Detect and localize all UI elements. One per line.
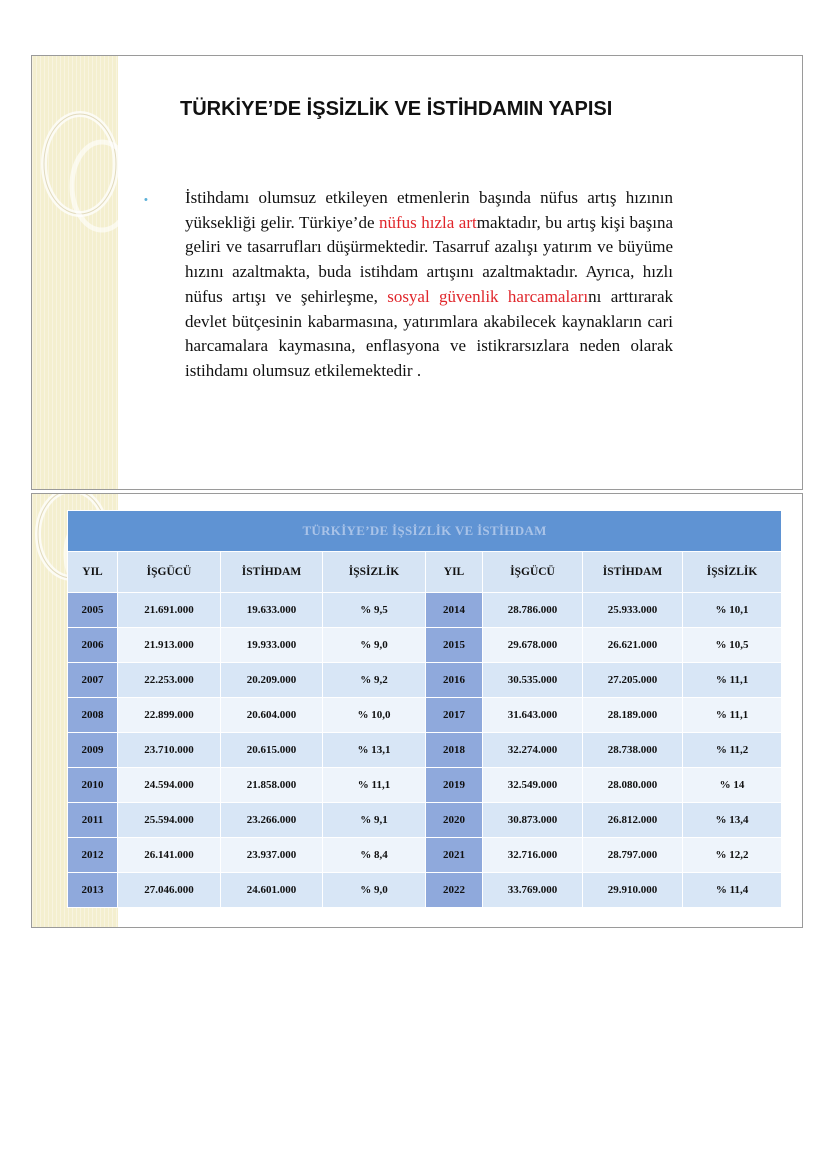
table-cell: 26.621.000	[583, 628, 683, 663]
table-cell: 2012	[68, 838, 118, 873]
decorative-sidebar	[32, 56, 118, 489]
bullet-marker: •	[144, 194, 148, 206]
table-cell: 30.873.000	[483, 803, 583, 838]
table-cell: 28.797.000	[583, 838, 683, 873]
table-cell: 2019	[426, 768, 483, 803]
table-cell: 28.786.000	[483, 593, 583, 628]
highlight-text-1: nüfus hızla art	[379, 212, 477, 232]
table-cell: 31.643.000	[483, 698, 583, 733]
table-body	[68, 593, 782, 908]
table-cell: 2014	[426, 593, 483, 628]
table-cell: 23.937.000	[221, 838, 323, 873]
slide-title: TÜRKİYE’DE İŞSİZLİK VE İSTİHDAMIN YAPISI	[180, 98, 613, 120]
table-cell: 27.205.000	[583, 663, 683, 698]
table-cell: 22.899.000	[118, 698, 221, 733]
table-cell: 25.594.000	[118, 803, 221, 838]
table-cell: 20.615.000	[221, 733, 323, 768]
table-cell: 2009	[68, 733, 118, 768]
table-row	[68, 873, 782, 908]
paragraph-text-1: İstihdamı olumsuz etkileyen etmenlerin başında nüfus artış hızının yüksekliği gelir. Türkiye’de	[185, 188, 673, 232]
table-cell: 2020	[426, 803, 483, 838]
table-cell: 27.046.000	[118, 873, 221, 908]
table-cell: 26.812.000	[583, 803, 683, 838]
table-cell: % 10,5	[683, 628, 782, 663]
table-cell: 2018	[426, 733, 483, 768]
table-row	[68, 838, 782, 873]
table-cell: 30.535.000	[483, 663, 583, 698]
table-cell: 28.189.000	[583, 698, 683, 733]
table-cell: % 13,1	[323, 733, 426, 768]
table-cell: 24.601.000	[221, 873, 323, 908]
table-cell: % 9,2	[323, 663, 426, 698]
rings-decoration-icon	[32, 56, 118, 490]
column-header: YIL	[426, 552, 483, 593]
table-cell: % 12,2	[683, 838, 782, 873]
unemployment-table	[67, 510, 782, 908]
column-header: İSTİHDAM	[583, 552, 683, 593]
table-cell: % 14	[683, 768, 782, 803]
table-row	[68, 628, 782, 663]
table-header-row	[68, 552, 782, 593]
table-cell: % 10,0	[323, 698, 426, 733]
column-header: İŞSİZLİK	[683, 552, 782, 593]
body-paragraph	[185, 186, 673, 384]
table-cell: 2021	[426, 838, 483, 873]
column-header: İŞGÜCÜ	[483, 552, 583, 593]
table-row	[68, 733, 782, 768]
table-cell: 32.274.000	[483, 733, 583, 768]
table-row	[68, 663, 782, 698]
table-cell: 29.678.000	[483, 628, 583, 663]
table-cell: 32.716.000	[483, 838, 583, 873]
table-cell: % 11,2	[683, 733, 782, 768]
paragraph-text-2: maktadır, bu artış kişi başına geliri ve tasarrufları düşürmektedir. Tasarruf azalışı yatırım ve büyüme hızını azaltmakta, buda istihdam artışını azaltmaktadır. Ayrıca, hızlı nüfus artışı ve şehirleşme,	[185, 212, 673, 306]
table-cell: 2017	[426, 698, 483, 733]
table-cell: 24.594.000	[118, 768, 221, 803]
table-cell: 19.933.000	[221, 628, 323, 663]
table-row	[68, 803, 782, 838]
table-cell: 22.253.000	[118, 663, 221, 698]
table-cell: 28.080.000	[583, 768, 683, 803]
slide-table	[31, 493, 803, 928]
table-cell: 33.769.000	[483, 873, 583, 908]
table-cell: 2013	[68, 873, 118, 908]
table-cell: 23.710.000	[118, 733, 221, 768]
column-header: İŞGÜCÜ	[118, 552, 221, 593]
table-cell: % 9,5	[323, 593, 426, 628]
table-cell: 29.910.000	[583, 873, 683, 908]
table-cell: 20.209.000	[221, 663, 323, 698]
table-cell: 2005	[68, 593, 118, 628]
table-cell: % 11,1	[683, 663, 782, 698]
column-header: İŞSİZLİK	[323, 552, 426, 593]
table-cell: 2016	[426, 663, 483, 698]
table-cell: % 9,1	[323, 803, 426, 838]
table-row	[68, 768, 782, 803]
column-header: YIL	[68, 552, 118, 593]
table-cell: 2011	[68, 803, 118, 838]
table-caption: TÜRKİYE’DE İŞSİZLİK VE İSTİHDAM	[68, 511, 782, 552]
table-cell: 21.913.000	[118, 628, 221, 663]
table-cell: 21.858.000	[221, 768, 323, 803]
table-row	[68, 593, 782, 628]
table-cell: % 9,0	[323, 873, 426, 908]
table-cell: % 11,1	[683, 698, 782, 733]
table-row	[68, 698, 782, 733]
table-cell: % 11,4	[683, 873, 782, 908]
table-cell: 23.266.000	[221, 803, 323, 838]
table-cell: 26.141.000	[118, 838, 221, 873]
table-cell: 2008	[68, 698, 118, 733]
table-cell: 2022	[426, 873, 483, 908]
column-header: İSTİHDAM	[221, 552, 323, 593]
table-cell: 21.691.000	[118, 593, 221, 628]
table-cell: 19.633.000	[221, 593, 323, 628]
table-cell: 2006	[68, 628, 118, 663]
paragraph-text-3: nı arttırarak devlet bütçesinin kabarmasına, yatırımlara akabilecek kaynakların cari harcamalara kaymasına, enflasyona ve istikrarsızlara neden olarak istihdamı olumsuz etkilemektedir .	[185, 286, 674, 380]
table-cell: % 9,0	[323, 628, 426, 663]
table-cell: % 11,1	[323, 768, 426, 803]
slide-text	[31, 55, 803, 490]
table-cell: % 10,1	[683, 593, 782, 628]
table-cell: 2015	[426, 628, 483, 663]
table-cell: 20.604.000	[221, 698, 323, 733]
highlight-text-2: sosyal güvenlik harcamaları	[387, 286, 589, 306]
table-cell: 2007	[68, 663, 118, 698]
table-cell: % 13,4	[683, 803, 782, 838]
table-cell: % 8,4	[323, 838, 426, 873]
table-cell: 25.933.000	[583, 593, 683, 628]
table-cell: 28.738.000	[583, 733, 683, 768]
table-cell: 32.549.000	[483, 768, 583, 803]
table-cell: 2010	[68, 768, 118, 803]
